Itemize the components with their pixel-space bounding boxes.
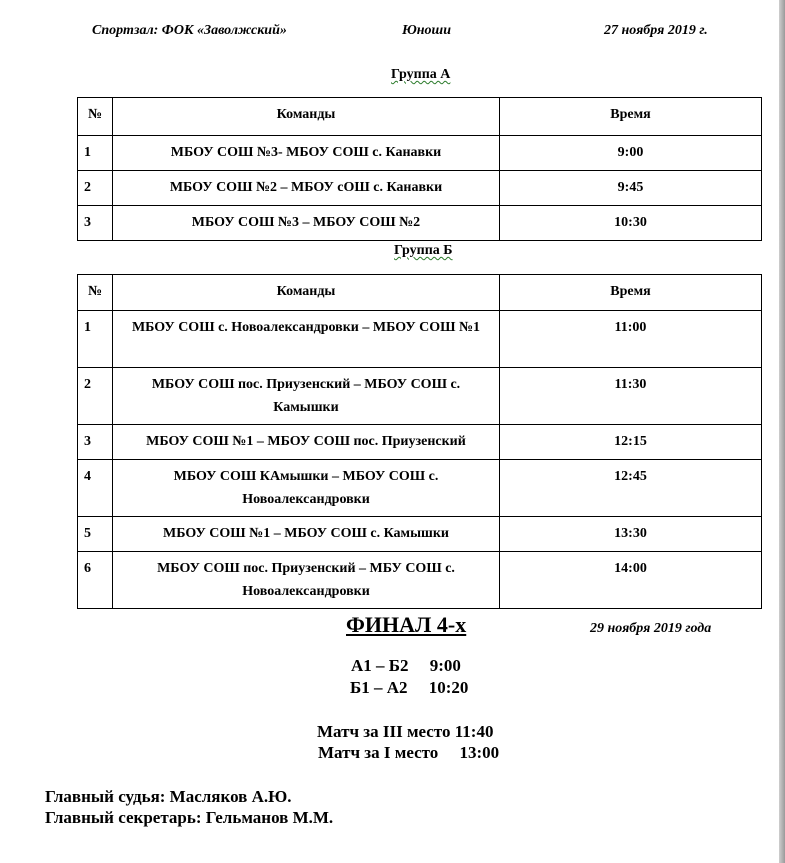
table-row (78, 517, 762, 552)
match-teams: МБОУ СОШ КАмышки – МБОУ СОШ с. Новоалександровки (113, 460, 500, 517)
group-a-title: Группа А (391, 67, 451, 82)
match-number: 6 (78, 552, 113, 609)
match-number: 1 (78, 311, 113, 368)
semifinal-1: А1 – Б2 9:00 (351, 656, 461, 675)
match-time: 12:15 (500, 425, 762, 460)
group-b-table (77, 274, 762, 609)
table-row (78, 311, 762, 368)
table-row (78, 136, 762, 171)
match-teams: МБОУ СОШ пос. Приузенский – МБОУ СОШ с. Камышки (113, 368, 500, 425)
match-number: 3 (78, 425, 113, 460)
table-header-row (78, 98, 762, 136)
table-row (78, 368, 762, 425)
column-header-time: Время (500, 275, 762, 311)
match-time: 11:30 (500, 368, 762, 425)
table-row (78, 552, 762, 609)
match-time: 9:00 (500, 136, 762, 171)
match-time: 13:30 (500, 517, 762, 552)
match-time: 10:30 (500, 206, 762, 241)
match-time: 14:00 (500, 552, 762, 609)
table-row (78, 171, 762, 206)
first-place-match: Матч за I место 13:00 (318, 743, 500, 762)
group-b-title: Группа Б (394, 243, 453, 258)
match-teams: МБОУ СОШ №3 – МБОУ СОШ №2 (113, 206, 500, 241)
chief-judge: Главный судья: Масляков А.Ю. (45, 787, 292, 806)
match-number: 2 (78, 368, 113, 425)
match-time: 9:45 (500, 171, 762, 206)
semifinal-2: Б1 – А2 10:20 (350, 678, 469, 697)
match-number: 4 (78, 460, 113, 517)
match-teams: МБОУ СОШ №2 – МБОУ сОШ с. Канавки (113, 171, 500, 206)
column-header-teams: Команды (113, 275, 500, 311)
date-label: 27 ноября 2019 г. (604, 23, 708, 38)
group-a-table (77, 97, 762, 241)
match-teams: МБОУ СОШ пос. Приузенский – МБУ СОШ с. Новоалександровки (113, 552, 500, 609)
match-number: 5 (78, 517, 113, 552)
venue-label: Спортзал: ФОК «Заволжский» (92, 23, 287, 38)
match-number: 2 (78, 171, 113, 206)
third-place-match: Матч за III место 11:40 (317, 722, 494, 741)
column-header-time: Время (500, 98, 762, 136)
column-header-teams: Команды (113, 98, 500, 136)
table-row (78, 460, 762, 517)
column-header-number: № (78, 275, 113, 311)
table-row (78, 425, 762, 460)
final-date: 29 ноября 2019 года (590, 621, 712, 636)
match-number: 3 (78, 206, 113, 241)
page-edge-shadow (779, 0, 785, 863)
final-four-title: ФИНАЛ 4-х (346, 612, 467, 637)
match-time: 11:00 (500, 311, 762, 368)
match-teams: МБОУ СОШ №1 – МБОУ СОШ с. Камышки (113, 517, 500, 552)
match-teams: МБОУ СОШ №3- МБОУ СОШ с. Канавки (113, 136, 500, 171)
chief-secretary: Главный секретарь: Гельманов М.М. (45, 808, 334, 827)
table-header-row (78, 275, 762, 311)
match-number: 1 (78, 136, 113, 171)
table-row (78, 206, 762, 241)
category-label: Юноши (402, 23, 452, 38)
match-time: 12:45 (500, 460, 762, 517)
column-header-number: № (78, 98, 113, 136)
match-teams: МБОУ СОШ №1 – МБОУ СОШ пос. Приузенский (113, 425, 500, 460)
match-teams: МБОУ СОШ с. Новоалександровки – МБОУ СОШ №1 (113, 311, 500, 368)
